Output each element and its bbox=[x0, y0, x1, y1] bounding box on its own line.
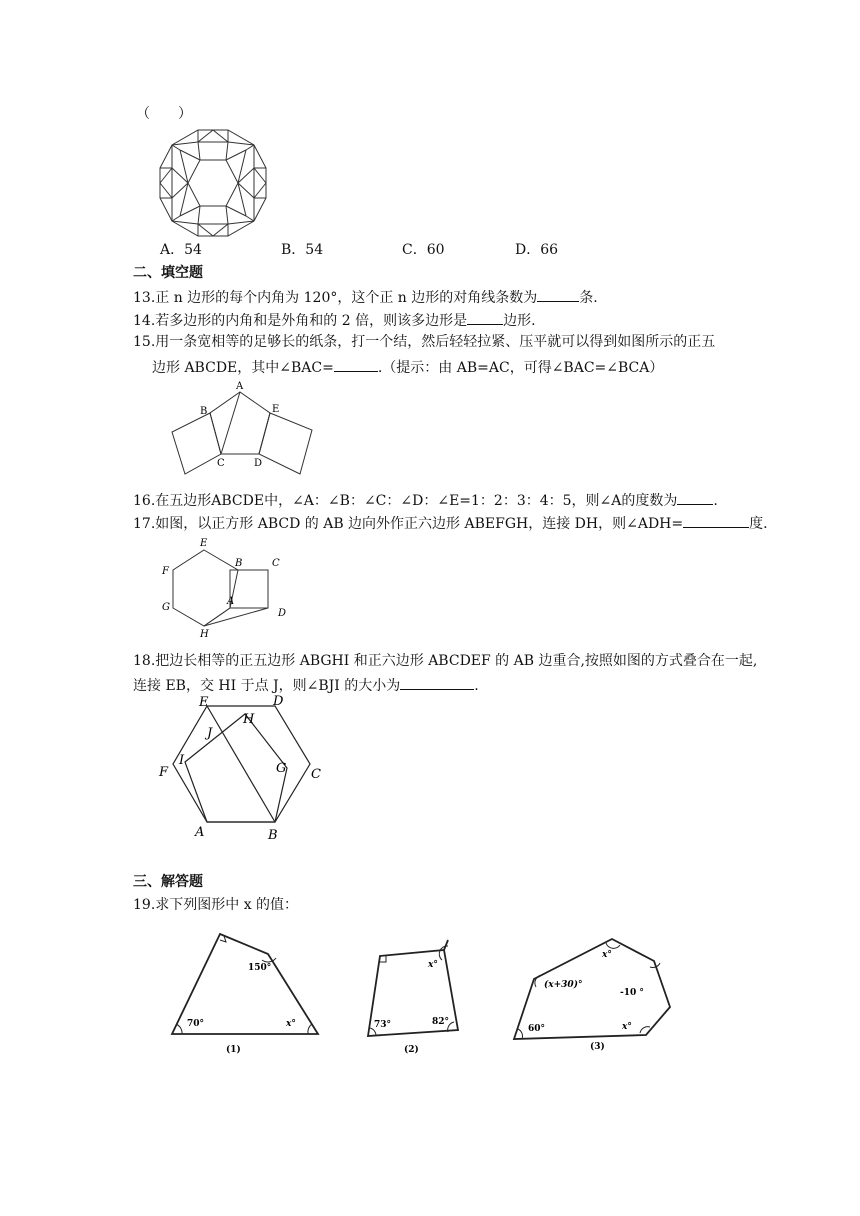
q19-fig3-caption: (3) bbox=[590, 1042, 605, 1052]
q15-text-line2 bbox=[152, 357, 663, 377]
q17-label-h: H bbox=[200, 629, 209, 640]
q18-text-before: 连接 EB，交 HI 于点 J，则∠BJI 的大小为 bbox=[133, 678, 401, 694]
q19-figure-2 bbox=[364, 940, 474, 1060]
q12-option-b[interactable]: B．54 bbox=[281, 242, 324, 258]
section-solve-title: 三、解答题 bbox=[133, 874, 203, 890]
q19-fig1-angle-150: 150° bbox=[248, 963, 272, 973]
q19-fig3-angle-x-top: x° bbox=[602, 950, 612, 960]
q13-answer-blank[interactable] bbox=[537, 287, 579, 302]
q19-fig2-angle-x: x° bbox=[428, 960, 438, 970]
q19-fig3-angle-x-bottom: x° bbox=[622, 1022, 632, 1032]
q18-text-line1: 18.把边长相等的正五边形 ABGHI 和正六边形 ABCDEF 的 AB 边重合,按照如图的方式叠合在一起, bbox=[133, 653, 758, 669]
q19-fig2-angle-82: 82° bbox=[432, 1017, 450, 1027]
q14-answer-blank[interactable] bbox=[467, 310, 503, 325]
q17-text-after: 度. bbox=[749, 516, 768, 532]
q17-text bbox=[133, 513, 768, 533]
q19-text: 19.求下列图形中 x 的值： bbox=[133, 897, 299, 913]
q13-text bbox=[133, 287, 598, 307]
q14-text-after: 边形. bbox=[503, 313, 536, 329]
q13-text-after: 条. bbox=[579, 290, 598, 306]
q16-text-after: . bbox=[713, 493, 718, 509]
q17-label-g: G bbox=[162, 602, 170, 613]
q12-option-a[interactable]: A．54 bbox=[160, 242, 202, 258]
q19-fig2-caption: (2) bbox=[404, 1045, 419, 1055]
q17-label-f: F bbox=[162, 566, 169, 577]
q18-label-b: B bbox=[268, 828, 278, 843]
q12-answer-paren: （ ） bbox=[136, 106, 192, 122]
q19-fig2-angle-73: 73° bbox=[374, 1020, 392, 1030]
q17-hexagon-square-figure bbox=[160, 538, 300, 638]
q17-text-before: 17.如图，以正方形 ABCD 的 AB 边向外作正六边形 ABEFGH，连接 DH，则∠ADH= bbox=[133, 516, 684, 532]
q18-label-h: H bbox=[243, 712, 255, 727]
section-fill-in-title: 二、填空题 bbox=[133, 265, 203, 281]
q14-text-before: 14.若多边形的内角和是外角和的 2 倍，则该多边形是 bbox=[133, 313, 468, 329]
q18-label-d: D bbox=[273, 694, 284, 709]
q19-fig3-angle-60: 60° bbox=[528, 1024, 546, 1034]
q18-pentagon-hexagon-figure bbox=[155, 692, 335, 842]
q18-label-e: E bbox=[199, 695, 209, 710]
q17-label-e: E bbox=[200, 538, 208, 549]
q15-text-after: .（提示：由 AB=AC，可得∠BAC=∠BCA） bbox=[377, 360, 664, 376]
q15-label-e: E bbox=[272, 404, 280, 415]
q16-answer-blank[interactable] bbox=[677, 490, 713, 505]
q15-label-c: C bbox=[217, 458, 225, 469]
q12-option-c[interactable]: C．60 bbox=[402, 242, 445, 258]
q18-label-g: G bbox=[276, 761, 287, 776]
q13-text-before: 13.正 n 边形的每个内角为 120°，这个正 n 边形的对角线条数为 bbox=[133, 290, 538, 306]
q18-answer-blank[interactable] bbox=[400, 675, 474, 690]
q17-label-a: A bbox=[227, 596, 235, 607]
q19-fig1-angle-x: x° bbox=[286, 1019, 296, 1029]
q12-option-d[interactable]: D．66 bbox=[515, 242, 559, 258]
q12-dodecagon-figure bbox=[158, 128, 268, 238]
q18-label-a: A bbox=[195, 825, 205, 840]
q16-text bbox=[133, 490, 718, 510]
q17-label-c: C bbox=[272, 558, 280, 569]
q16-text-before: 16.在五边形ABCDE中，∠A：∠B：∠C：∠D：∠E=1：2：3：4：5，则∠A的度数为 bbox=[133, 493, 678, 509]
q19-fig3-angle-x-plus-30: (x+30)° bbox=[544, 980, 583, 990]
q15-answer-blank[interactable] bbox=[334, 357, 378, 372]
q15-text-before: 边形 ABCDE，其中∠BAC= bbox=[152, 360, 334, 376]
q19-fig1-caption: (1) bbox=[226, 1045, 241, 1055]
q19-figure-1 bbox=[168, 928, 328, 1058]
q19-figure-3 bbox=[510, 935, 700, 1055]
q19-fig3-angle-minus-10: -10 ° bbox=[620, 988, 644, 998]
q18-text-after: . bbox=[474, 678, 479, 694]
q18-label-f: F bbox=[159, 765, 169, 780]
q15-label-d: D bbox=[254, 458, 263, 469]
q17-label-d: D bbox=[278, 608, 287, 619]
q14-text bbox=[133, 310, 536, 330]
q17-label-b: B bbox=[235, 558, 243, 569]
q15-text-line1: 15.用一条宽相等的足够长的纸条，打一个结，然后轻轻拉紧、压平就可以得到如图所示的正五 bbox=[133, 334, 716, 350]
q19-fig1-angle-70: 70° bbox=[187, 1019, 205, 1029]
q17-answer-blank[interactable] bbox=[683, 513, 749, 528]
q15-pentagon-knot-figure bbox=[172, 382, 322, 482]
q18-label-c: C bbox=[311, 767, 321, 782]
q15-label-b: B bbox=[200, 406, 208, 417]
q18-label-j: J bbox=[207, 726, 213, 741]
q12-options bbox=[160, 241, 620, 259]
q15-label-a: A bbox=[236, 381, 244, 392]
q18-label-i: I bbox=[179, 753, 185, 768]
